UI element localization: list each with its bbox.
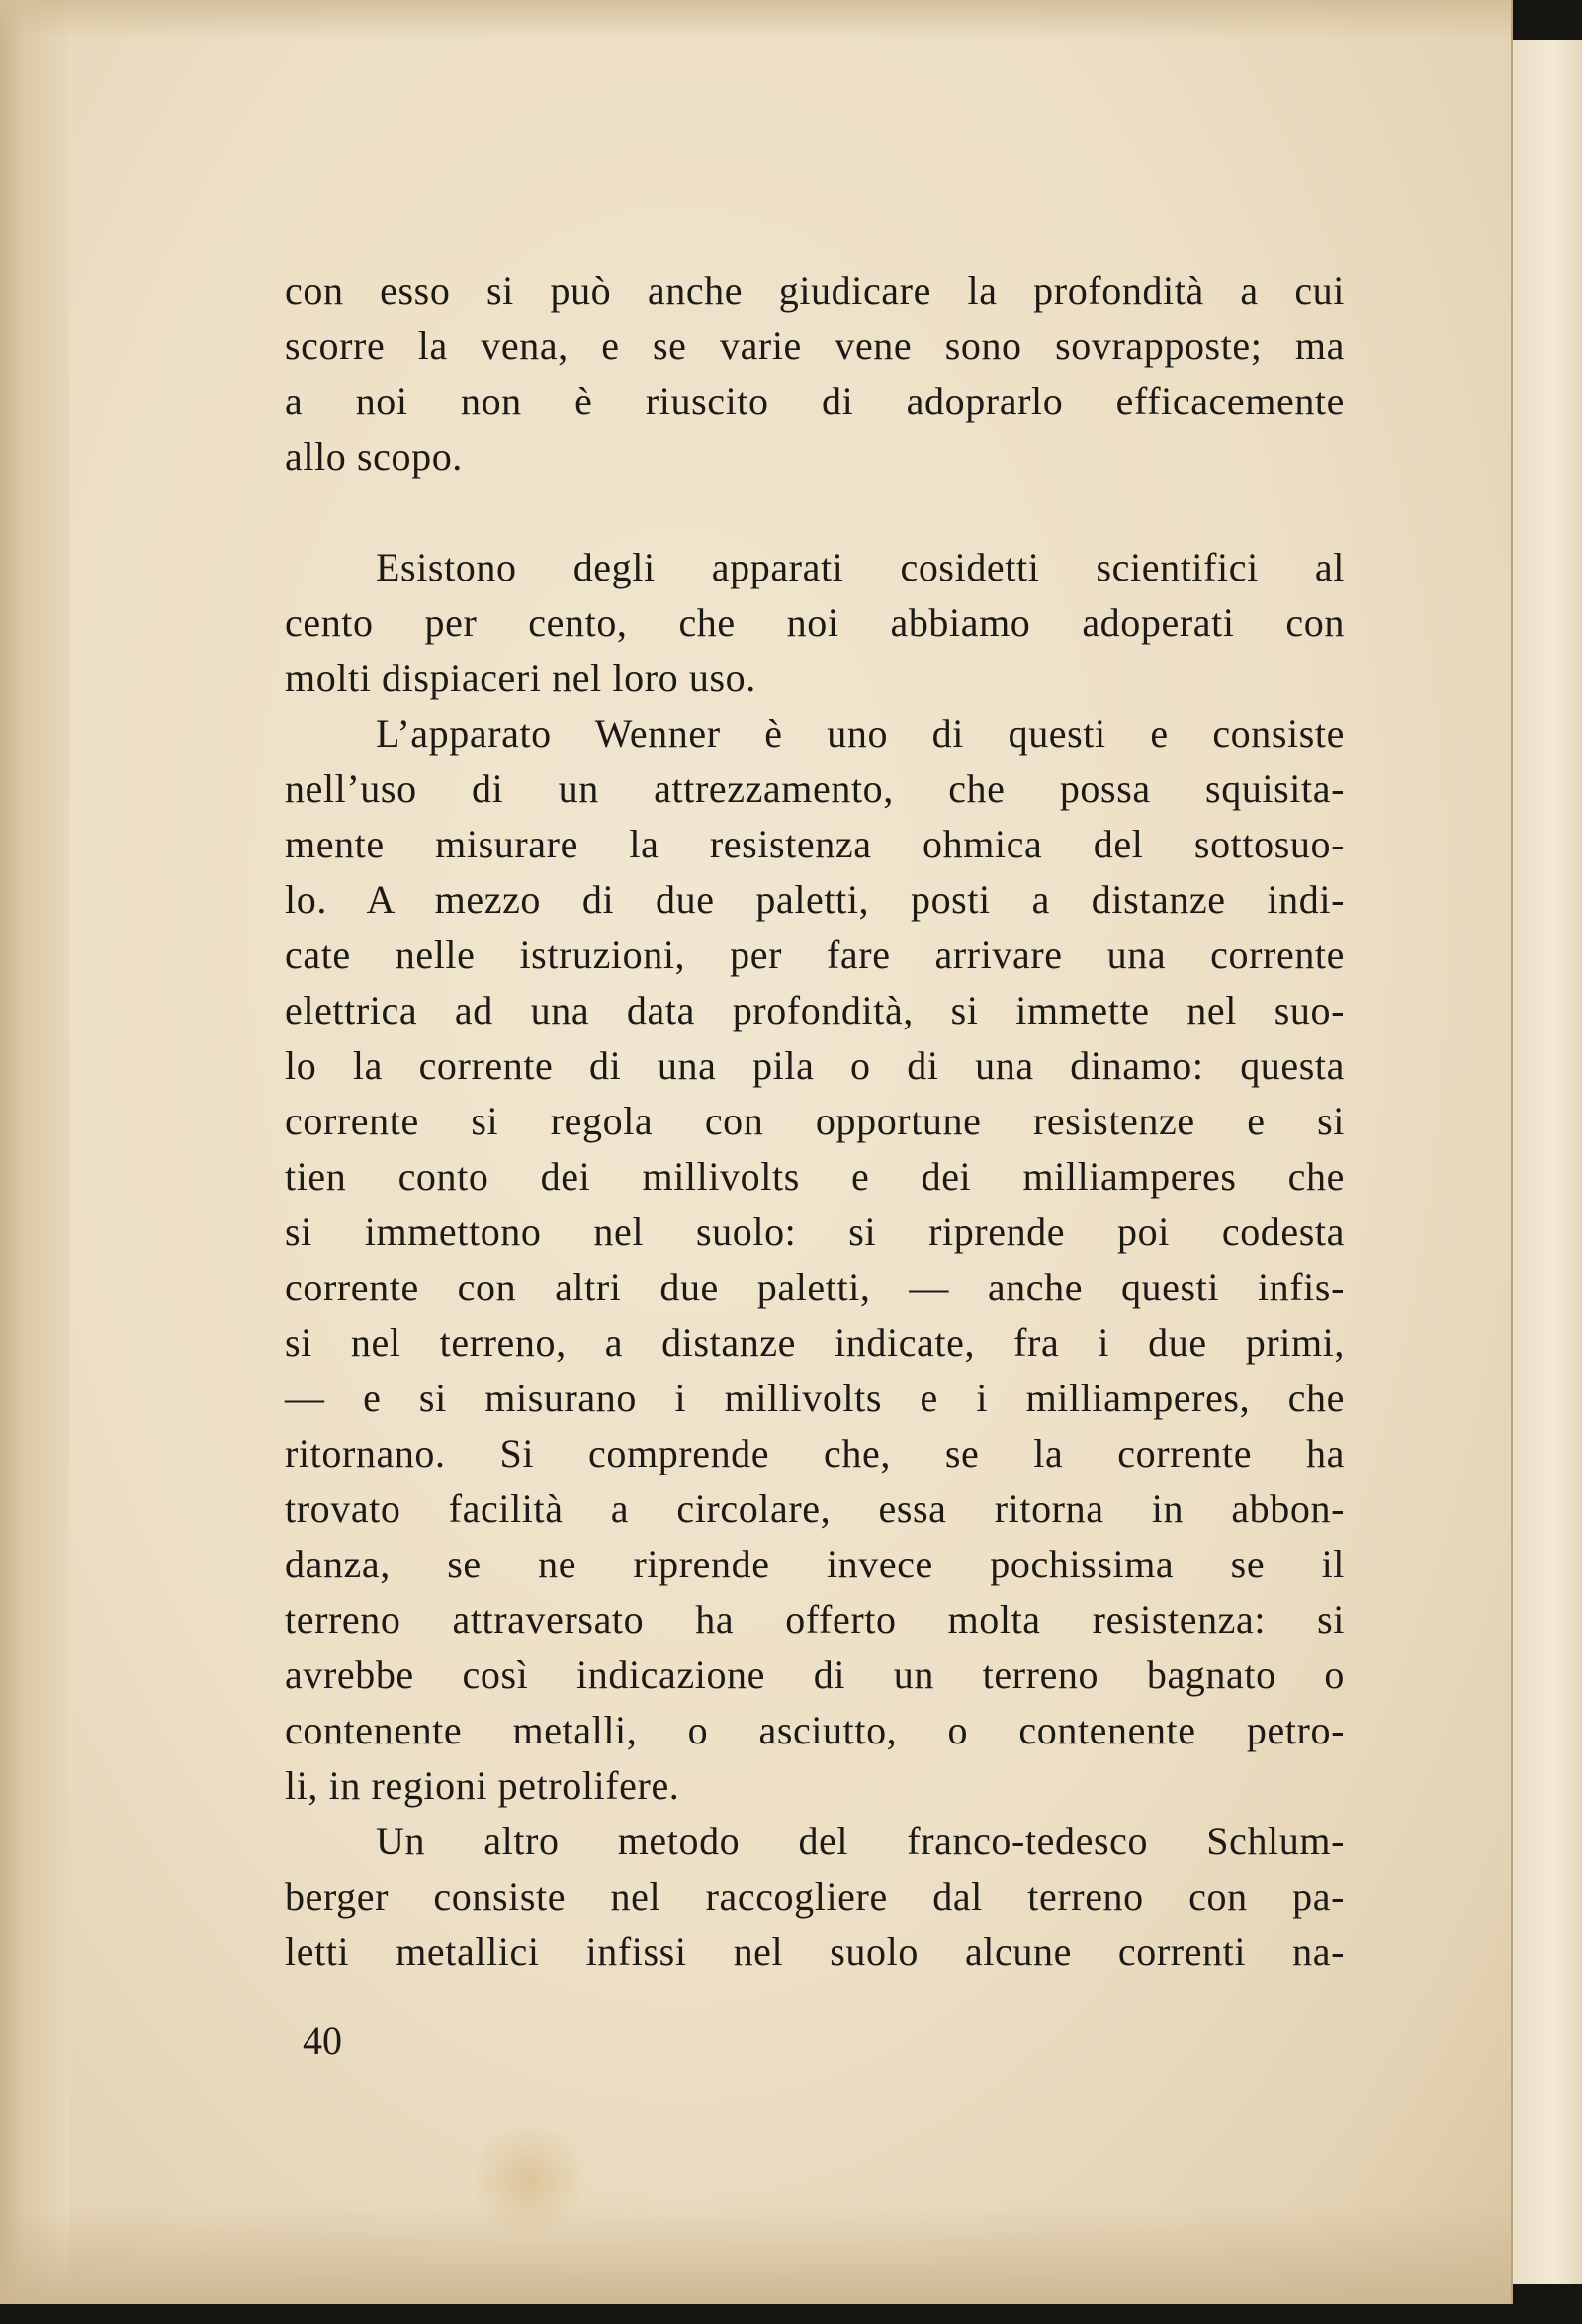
adjacent-page-edge (1513, 40, 1582, 2284)
text-line: si immettono nel suolo: si riprende poi codesta (285, 1209, 1345, 1254)
paper-stain (465, 2126, 593, 2235)
text-line: allo scopo. (285, 434, 463, 479)
text-line: a noi non è riuscito di adoprarlo efficacemente (285, 379, 1345, 423)
text-line: mente misurare la resistenza ohmica del sottosuo- (285, 822, 1345, 866)
text-line: lo la corrente di una pila o di una dinamo: questa (285, 1043, 1345, 1088)
text-line: Esistono degli apparati cosidetti scientifici al (376, 545, 1345, 589)
text-line: corrente si regola con opportune resistenze e si (285, 1099, 1345, 1143)
body-text (285, 263, 1345, 1980)
text-line: ritornano. Si comprende che, se la corrente ha (285, 1431, 1345, 1475)
page-bottom-aging (0, 2205, 1511, 2304)
text-line: trovato facilità a circolare, essa ritorna in abbon- (285, 1486, 1345, 1531)
text-line: danza, se ne riprende invece pochissima se il (285, 1542, 1345, 1586)
text-line: li, in regioni petrolifere. (285, 1763, 680, 1808)
text-line: scorre la vena, e se varie vene sono sovrapposte; ma (285, 323, 1345, 368)
text-line: cento per cento, che noi abbiamo adoperati con (285, 600, 1345, 645)
text-line: elettrica ad una data profondità, si immette nel suo- (285, 988, 1345, 1032)
text-line: letti metallici infissi nel suolo alcune correnti na- (285, 1929, 1345, 1974)
text-line: contenente metalli, o asciutto, o contenente petro- (285, 1708, 1345, 1752)
text-line: lo. A mezzo di due paletti, posti a distanze indi- (285, 877, 1345, 922)
text-line: cate nelle istruzioni, per fare arrivare una corrente (285, 933, 1345, 977)
text-line: Un altro metodo del franco-tedesco Schlum- (376, 1819, 1345, 1863)
text-line: berger consiste nel raccogliere dal terreno con pa- (285, 1874, 1345, 1919)
page-gutter-shadow (0, 0, 69, 2304)
text-line: — e si misurano i millivolts e i milliamperes, che (285, 1376, 1345, 1420)
text-line: terreno attraversato ha offerto molta resistenza: si (285, 1597, 1345, 1642)
text-line: nell’uso di un attrezzamento, che possa squisita- (285, 766, 1345, 811)
text-line: molti dispiaceri nel loro uso. (285, 656, 756, 700)
text-line: corrente con altri due paletti, — anche questi infis- (285, 1265, 1345, 1309)
text-line: si nel terreno, a distanze indicate, fra i due primi, (285, 1320, 1345, 1365)
text-line: avrebbe così indicazione di un terreno bagnato o (285, 1653, 1345, 1697)
text-line: tien conto dei millivolts e dei milliamperes che (285, 1154, 1345, 1199)
page-top-aging (0, 0, 1511, 40)
text-line: L’apparato Wenner è uno di questi e consiste (376, 711, 1345, 756)
text-line: con esso si può anche giudicare la profondità a cui (285, 268, 1345, 313)
page-number: 40 (303, 2018, 342, 2063)
